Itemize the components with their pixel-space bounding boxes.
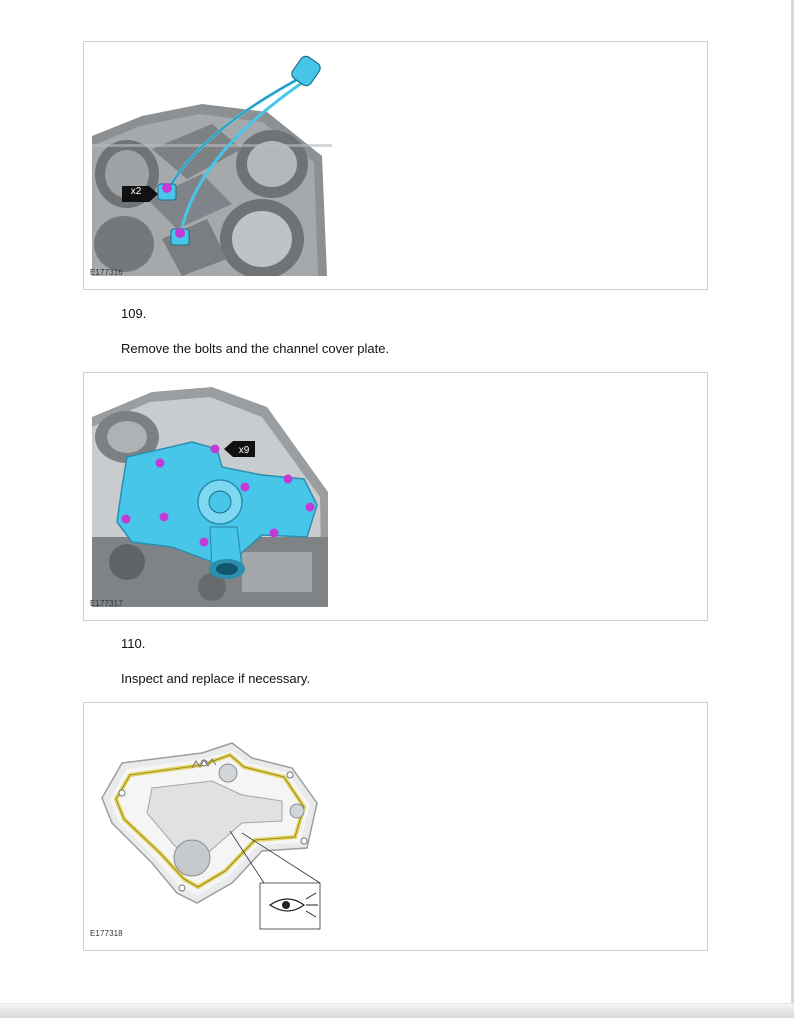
figure-2: [83, 372, 708, 621]
figure-code: E177317: [90, 599, 123, 608]
quantity-callout: x2: [130, 186, 142, 197]
figure-3: [83, 702, 708, 951]
figure-code: E177318: [90, 929, 123, 938]
step-instruction: Inspect and replace if necessary.: [121, 671, 311, 686]
figure-code: E177316: [90, 268, 123, 277]
gasket-inspection-illustration: [92, 733, 332, 933]
engine-block-sensor-illustration: [92, 54, 332, 276]
step-number: 109.: [121, 306, 147, 321]
quantity-callout: x9: [238, 445, 250, 456]
step-instruction: Remove the bolts and the channel cover plate.: [121, 341, 390, 356]
page-edge: [0, 1003, 794, 1018]
figure-1: [83, 41, 708, 290]
step-number: 110.: [121, 636, 146, 651]
channel-cover-plate-illustration: [92, 387, 328, 607]
